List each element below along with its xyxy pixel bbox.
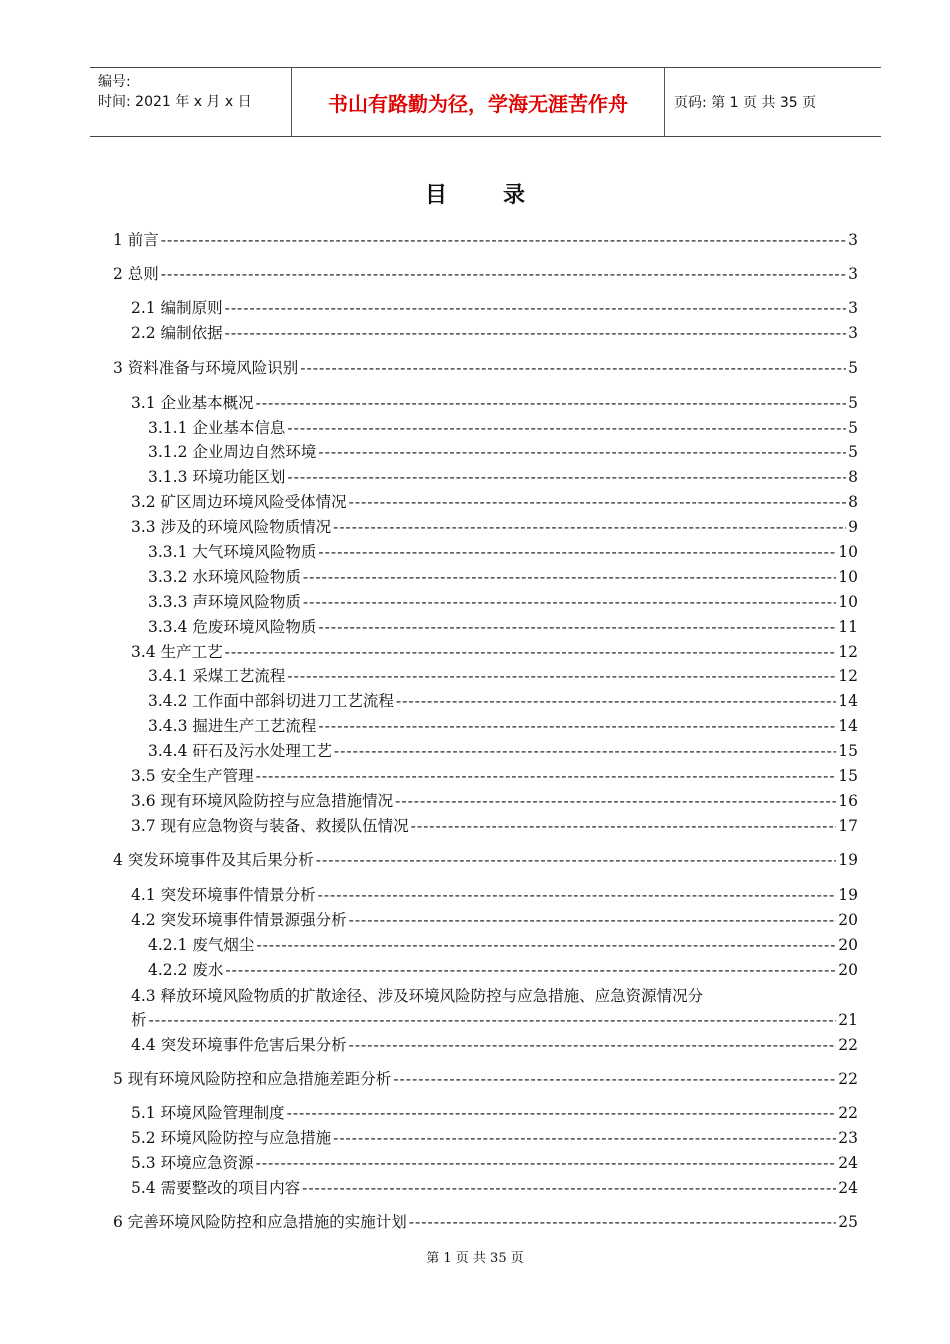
toc-entry[interactable]: 5 现有环境风险防控和应急措施差距分析 ----- 22 [113, 1069, 858, 1089]
toc-entry[interactable]: 6 完善环境风险防控和应急措施的实施计划 ----- 25 [113, 1212, 858, 1232]
time-label: 时间: 2021 年 x 月 x 日 [98, 94, 252, 110]
toc-entry-wrapped-line[interactable]: 4.3 释放环境风险物质的扩散途径、涉及环境风险防控与应急措施、应急资源情况分 [131, 987, 704, 1005]
toc-entry[interactable]: 2.1 编制原则 ----- 3 [131, 298, 858, 318]
toc-entry[interactable]: 4.2.2 废水 ----- 20 [148, 960, 858, 980]
number-label: 编号: [98, 74, 131, 90]
toc-entry[interactable]: 4.2.1 废气烟尘 ----- 20 [148, 935, 858, 955]
toc-entry[interactable]: 3.3.2 水环境风险物质 ----- 10 [148, 567, 858, 587]
toc-entry[interactable]: 3.4 生产工艺 ----- 12 [131, 642, 858, 662]
motto: 书山有路勤为径，学海无涯苦作舟 [292, 68, 665, 136]
page-info: 页码: 第 1 页 共 35 页 [674, 95, 817, 111]
toc-entry[interactable]: 3 资料准备与环境风险识别 ----- 5 [113, 358, 858, 378]
toc-entry[interactable]: 3.5 安全生产管理 ----- 15 [131, 766, 858, 786]
toc-entry[interactable]: 析 ----- 21 [131, 1010, 858, 1030]
toc-entry[interactable]: 4.2 突发环境事件情景源强分析 ----- 20 [131, 910, 858, 930]
toc-entry[interactable]: 3.3.4 危废环境风险物质 ----- 11 [148, 617, 858, 637]
toc-entry[interactable]: 3.3.3 声环境风险物质 ----- 10 [148, 592, 858, 612]
toc-entry[interactable]: 2.2 编制依据 ----- 3 [131, 323, 858, 343]
toc-entry[interactable]: 4.4 突发环境事件危害后果分析 ----- 22 [131, 1035, 858, 1055]
page-header [90, 67, 881, 137]
toc-entry[interactable]: 3.1.2 企业周边自然环境 ----- 5 [148, 442, 858, 462]
header-meta [90, 68, 292, 136]
toc-entry[interactable]: 3.2 矿区周边环境风险受体情况 ----- 8 [131, 492, 858, 512]
toc-entry[interactable]: 3.4.1 采煤工艺流程 ----- 12 [148, 666, 858, 686]
toc-entry[interactable]: 3.7 现有应急物资与装备、救援队伍情况 ----- 17 [131, 816, 858, 836]
toc-entry[interactable]: 3.1 企业基本概况 ----- 5 [131, 393, 858, 413]
toc-entry[interactable]: 3.4.2 工作面中部斜切进刀工艺流程 ----- 14 [148, 691, 858, 711]
toc-entry[interactable]: 4.1 突发环境事件情景分析 ----- 19 [131, 885, 858, 905]
toc-entry[interactable]: 5.3 环境应急资源 ----- 24 [131, 1153, 858, 1173]
toc-entry[interactable]: 3.1.1 企业基本信息 ----- 5 [148, 418, 858, 438]
page-footer: 第 1 页 共 35 页 [426, 1251, 524, 1266]
toc-entry[interactable]: 3.4.3 掘进生产工艺流程 ----- 14 [148, 716, 858, 736]
toc-entry[interactable]: 4 突发环境事件及其后果分析 ----- 19 [113, 850, 858, 870]
toc-entry[interactable]: 2 总则 ----- 3 [113, 264, 858, 284]
toc-entry[interactable]: 3.4.4 矸石及污水处理工艺 ----- 15 [148, 741, 858, 761]
toc-entry[interactable]: 5.4 需要整改的项目内容 ----- 24 [131, 1178, 858, 1198]
toc-entry[interactable]: 5.1 环境风险管理制度 ----- 22 [131, 1103, 858, 1123]
toc-entry[interactable]: 1 前言 ----- 3 [113, 230, 858, 250]
toc-title: 目录 [424, 183, 581, 208]
toc-entry[interactable]: 5.2 环境风险防控与应急措施 ----- 23 [131, 1128, 858, 1148]
toc-entry[interactable]: 3.1.3 环境功能区划 ----- 8 [148, 467, 858, 487]
toc-entry[interactable]: 3.3 涉及的环境风险物质情况 ----- 9 [131, 517, 858, 537]
toc-entry[interactable]: 3.6 现有环境风险防控与应急措施情况 ----- 16 [131, 791, 858, 811]
toc-entry[interactable]: 3.3.1 大气环境风险物质 ----- 10 [148, 542, 858, 562]
